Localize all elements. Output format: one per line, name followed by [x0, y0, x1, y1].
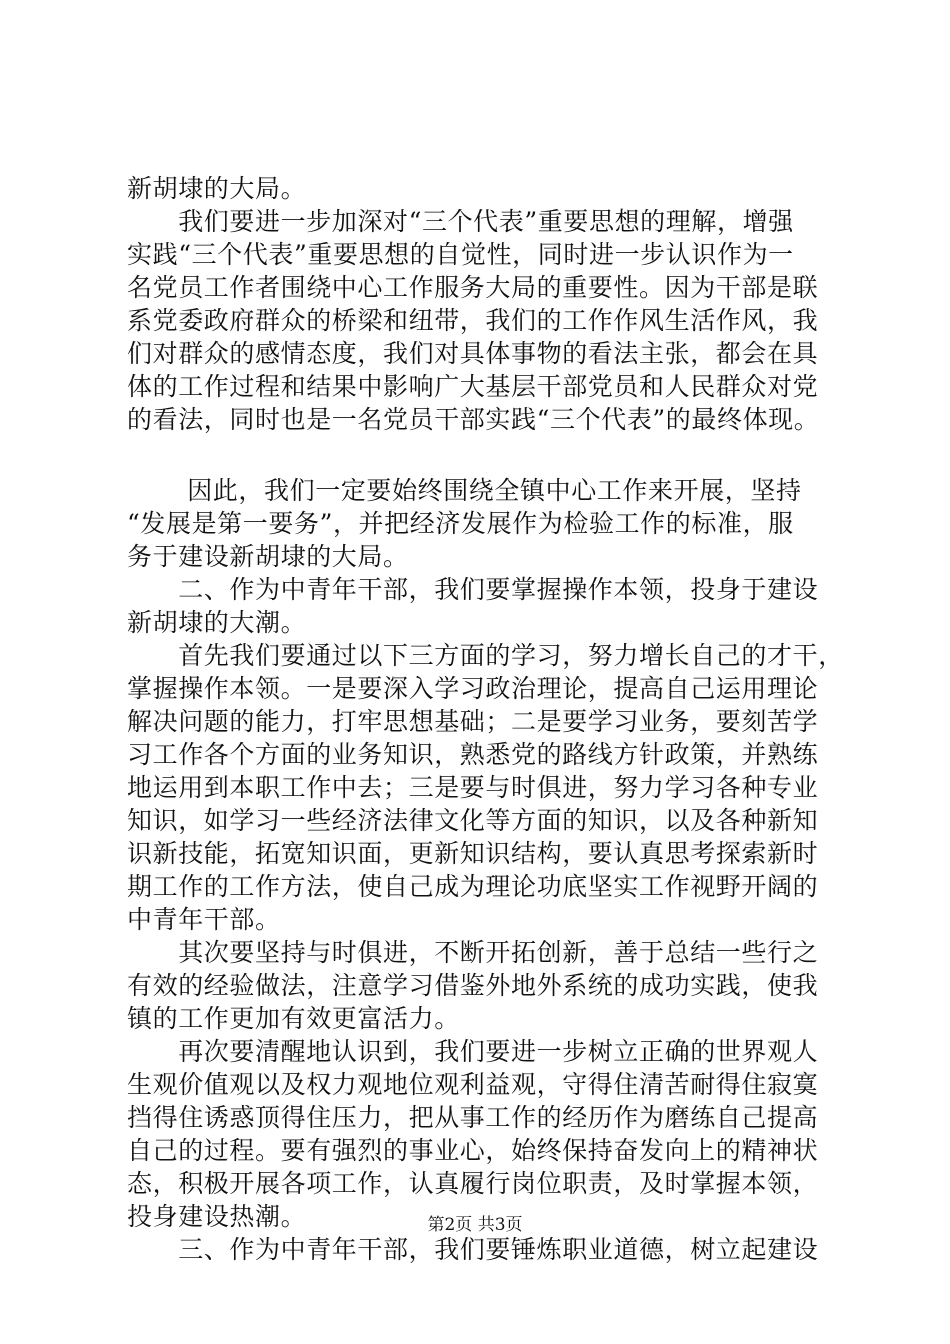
text-line: 镇的工作更加有效更富活力。	[127, 1004, 460, 1033]
text-line: 名党员工作者围绕中心工作服务大局的重要性。因为干部是联	[127, 273, 819, 302]
page-number: 第2页 共3页	[427, 1215, 523, 1235]
text-line: 知识，如学习一些经济法律文化等方面的知识，以及各种新知	[127, 806, 819, 835]
text-line: 解决问题的能力，打牢思想基础；二是要学习业务，要刻苦学	[127, 707, 819, 736]
text-line: 因此，我们一定要始终围绕全镇中心工作来开展，坚持	[136, 476, 802, 505]
text-line: 的看法，同时也是一名党员干部实践“三个代表”的最终体现。	[127, 405, 820, 434]
document-body	[127, 172, 847, 1266]
text-line: 其次要坚持与时俱进，不断开拓创新，善于总结一些行之	[127, 938, 819, 967]
text-line: 二、作为中青年干部，我们要掌握操作本领，投身于建设	[127, 575, 819, 604]
text-line: 态，积极开展各项工作，认真履行岗位职责，及时掌握本领，	[127, 1169, 819, 1198]
text-line: 挡得住诱惑顶得住压力，把从事工作的经历作为磨练自己提高	[127, 1103, 819, 1132]
text-line: 三、作为中青年干部，我们要锤炼职业道德，树立起建设	[127, 1235, 819, 1264]
text-line: “发展是第一要务”，并把经济发展作为检验工作的标准，服	[127, 509, 794, 538]
text-line: 们对群众的感情态度，我们对具体事物的看法主张，都会在具	[127, 339, 819, 368]
text-line: 务于建设新胡埭的大局。	[127, 542, 409, 571]
text-line: 系党委政府群众的桥梁和纽带，我们的工作作风生活作风，我	[127, 306, 819, 335]
text-line: 地运用到本职工作中去；三是要与时俱进，努力学习各种专业	[127, 773, 819, 802]
text-line: 再次要清醒地认识到，我们要进一步树立正确的世界观人	[127, 1037, 819, 1066]
text-line: 新胡埭的大局。	[127, 174, 307, 203]
text-line: 我们要进一步加深对“三个代表”重要思想的理解，增强	[127, 207, 794, 236]
text-line: 识新技能，拓宽知识面，更新知识结构，要认真思考探索新时	[127, 839, 819, 868]
text-line: 习工作各个方面的业务知识，熟悉党的路线方针政策，并熟练	[127, 740, 819, 769]
text-line: 中青年干部。	[127, 905, 281, 934]
text-line: 掌握操作本领。一是要深入学习政治理论，提高自己运用理论	[127, 674, 819, 703]
text-line: 体的工作过程和结果中影响广大基层干部党员和人民群众对党	[127, 372, 819, 401]
text-line: 期工作的工作方法，使自己成为理论功底坚实工作视野开阔的	[127, 872, 819, 901]
text-line: 首先我们要通过以下三方面的学习，努力增长自己的才干，	[127, 641, 844, 670]
blank-line	[127, 436, 847, 474]
text-line: 自己的过程。要有强烈的事业心，始终保持奋发向上的精神状	[127, 1136, 819, 1165]
text-line: 投身建设热潮。	[127, 1202, 307, 1231]
text-line: 实践“三个代表”重要思想的自觉性，同时进一步认识作为一	[127, 240, 794, 269]
text-line: 新胡埭的大潮。	[127, 608, 307, 637]
text-line: 有效的经验做法，注意学习借鉴外地外系统的成功实践，使我	[127, 971, 819, 1000]
text-line: 生观价值观以及权力观地位观利益观，守得住清苦耐得住寂寞	[127, 1070, 819, 1099]
